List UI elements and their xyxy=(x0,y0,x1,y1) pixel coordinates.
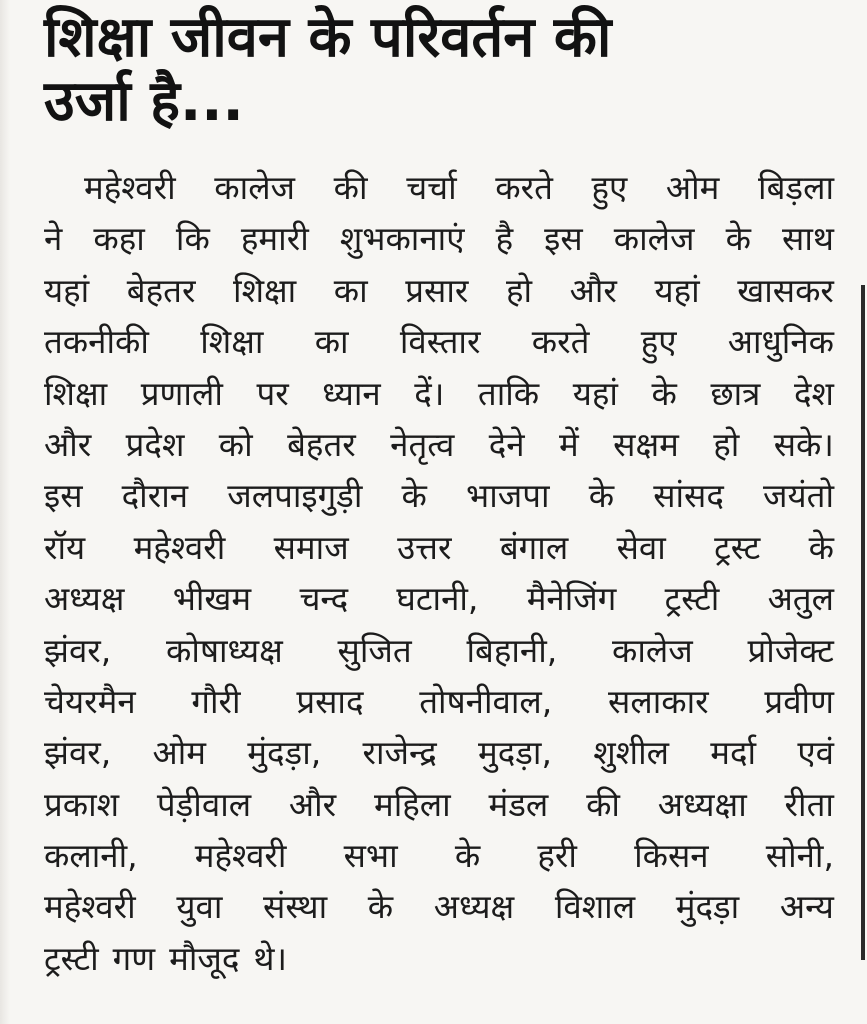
body-word: प्रोजेक्ट xyxy=(747,630,834,670)
body-line xyxy=(44,830,834,881)
body-word: विस्तार xyxy=(399,322,481,362)
body-word: समाज xyxy=(273,527,349,567)
body-word: संस्था xyxy=(263,887,328,927)
body-word: किसन xyxy=(634,836,709,876)
body-line xyxy=(44,316,834,367)
body-word: सक्षम xyxy=(613,424,679,464)
body-word: हरी xyxy=(537,836,577,876)
body-word: सुजित xyxy=(337,630,412,670)
body-word: गण xyxy=(112,938,156,978)
body-word: युवा xyxy=(176,887,223,927)
body-line xyxy=(44,265,834,316)
body-word: कोषाध्यक्ष xyxy=(166,630,283,670)
body-word: के xyxy=(808,527,834,567)
body-word: अध्यक्षा xyxy=(657,784,747,824)
body-word: महेश्वरी xyxy=(133,527,226,567)
headline-line: उर्जा है... xyxy=(44,69,244,134)
body-word: भाजपा xyxy=(466,476,550,516)
body-line xyxy=(44,213,834,264)
body-line xyxy=(44,933,834,984)
body-word: उत्तर xyxy=(397,527,452,567)
body-word: महेश्वरी xyxy=(84,168,176,207)
body-word: सोनी, xyxy=(765,836,834,876)
body-word: ताकि xyxy=(477,373,540,413)
headline-line: शिक्षा जीवन के परिवर्तन की xyxy=(44,5,612,70)
body-word: सलाकार xyxy=(608,681,709,721)
body-word: घटानी, xyxy=(396,579,479,619)
body-word: मर्दा xyxy=(710,733,757,773)
body-word: आधुनिक xyxy=(727,322,834,362)
body-word: ट्रस्ट xyxy=(714,527,761,567)
body-word: ध्यान xyxy=(322,373,381,413)
body-word: प्रदेश xyxy=(125,424,185,464)
body-word: हुए xyxy=(640,322,677,362)
body-word: अन्य xyxy=(779,887,834,927)
body-word: प्रवीण xyxy=(764,681,834,721)
body-word: शिक्षा xyxy=(233,270,297,310)
body-word: झंवर, xyxy=(44,630,112,670)
body-word: मुंदड़ा xyxy=(675,887,740,927)
body-word: चन्द xyxy=(299,579,349,619)
body-word: और xyxy=(569,270,617,310)
body-word: खासकर xyxy=(737,270,834,310)
body-word: प्रणाली xyxy=(140,373,223,413)
body-line xyxy=(44,573,834,624)
body-word: गौरी xyxy=(191,681,241,721)
body-word: और xyxy=(288,784,337,824)
body-word: हो xyxy=(713,424,740,464)
body-word: सेवा xyxy=(616,527,666,567)
body-word: बेहतर xyxy=(126,270,196,310)
body-word: करते xyxy=(531,322,590,362)
body-word: कि xyxy=(175,219,210,259)
body-word: के xyxy=(651,373,677,413)
body-word: करते xyxy=(495,168,553,207)
body-word: शिक्षा xyxy=(200,322,264,362)
body-word: राजेन्द्र xyxy=(362,733,437,773)
body-line xyxy=(44,522,834,573)
body-word: महेश्वरी xyxy=(194,836,287,876)
body-word: और xyxy=(44,424,92,464)
body-word: की xyxy=(333,168,368,207)
body-word: के xyxy=(588,476,615,516)
body-word: कालेज xyxy=(613,219,695,259)
body-word: ट्रस्टी xyxy=(664,579,720,619)
body-word: ट्रस्टी xyxy=(44,938,99,978)
body-word: शुभकानाएं xyxy=(339,219,465,259)
body-word: भीखम xyxy=(172,579,252,619)
body-word: कहा xyxy=(93,219,145,259)
body-word: यहां xyxy=(572,373,618,413)
body-word: जयंतो xyxy=(763,476,834,516)
body-word: कालेज xyxy=(612,630,693,670)
body-word: महेश्वरी xyxy=(44,887,136,927)
body-word: साथ xyxy=(782,219,834,259)
body-word: के xyxy=(401,476,427,516)
body-word: शुशील xyxy=(593,733,670,773)
body-word: हो xyxy=(505,270,533,310)
body-word: तोषनीवाल, xyxy=(419,681,553,721)
body-word: चेयरमैन xyxy=(44,681,136,721)
body-word: के xyxy=(454,836,481,876)
body-word: अध्यक्ष xyxy=(44,579,125,619)
body-word: देने xyxy=(488,424,525,464)
body-line xyxy=(44,470,834,521)
body-line xyxy=(44,419,834,470)
body-word: जलपाइगुड़ी xyxy=(227,476,363,516)
body-word: नेतृत्व xyxy=(390,424,455,464)
body-word: ओम xyxy=(152,733,207,773)
body-word: अध्यक्ष xyxy=(433,887,515,927)
body-word: यहां xyxy=(654,270,700,310)
body-word: प्रसाद xyxy=(296,681,364,721)
body-word: हुए xyxy=(591,168,628,207)
body-word: मुंदड़ा, xyxy=(247,733,322,773)
body-word: सके। xyxy=(773,424,834,464)
body-word: रॉय xyxy=(44,527,86,567)
body-word: में xyxy=(559,424,579,464)
scan-edge-shadow xyxy=(0,0,10,1024)
body-word: बेहतर xyxy=(287,424,356,464)
body-word: विशाल xyxy=(554,887,636,927)
body-word: दौरान xyxy=(121,476,189,516)
body-line xyxy=(44,162,834,213)
body-word: ओम xyxy=(665,168,720,207)
body-word: बिहानी, xyxy=(466,630,558,670)
body-word: यहां xyxy=(44,270,90,310)
body-word: एवं xyxy=(797,733,834,773)
body-line xyxy=(44,727,834,778)
body-word: मैनेजिंग xyxy=(526,579,617,619)
body-word: हमारी xyxy=(240,219,309,259)
body-word: शिक्षा xyxy=(44,373,108,413)
body-word: अतुल xyxy=(767,579,834,619)
body-word: सभा xyxy=(343,836,398,876)
body-line xyxy=(44,368,834,419)
body-word: दें। xyxy=(414,373,445,413)
body-word: कलानी, xyxy=(44,836,138,876)
body-word: ने xyxy=(44,219,63,259)
body-line xyxy=(44,881,834,932)
body-word: का xyxy=(314,322,349,362)
body-line xyxy=(44,676,834,727)
body-word: छात्र xyxy=(710,373,761,413)
body-word: को xyxy=(218,424,253,464)
body-word: है xyxy=(495,219,514,259)
body-word: सांसद xyxy=(653,476,724,516)
body-word: तकनीकी xyxy=(44,322,149,362)
body-word: बिड़ला xyxy=(758,168,834,207)
body-word: झंवर, xyxy=(44,733,112,773)
body-line xyxy=(44,779,834,830)
body-word: चर्चा xyxy=(406,168,457,207)
body-word: पेड़ीवाल xyxy=(156,784,252,824)
body-word: मौजूद xyxy=(169,938,240,978)
body-word: प्रकाश xyxy=(44,784,120,824)
body-word: थे। xyxy=(253,938,288,978)
body-word: इस xyxy=(44,476,83,516)
body-word: के xyxy=(367,887,394,927)
article-body xyxy=(44,162,834,984)
body-word: बंगाल xyxy=(499,527,569,567)
body-word: प्रसार xyxy=(405,270,469,310)
body-word: इस xyxy=(544,219,583,259)
body-word: देश xyxy=(793,373,834,413)
body-word: रीता xyxy=(784,784,834,824)
body-word: मुदड़ा, xyxy=(478,733,552,773)
article-headline xyxy=(44,6,844,134)
body-word: पर xyxy=(256,373,289,413)
column-divider-rule xyxy=(861,285,865,960)
body-word: के xyxy=(725,219,751,259)
body-word: का xyxy=(333,270,368,310)
body-line xyxy=(44,625,834,676)
body-word: मंडल xyxy=(488,784,549,824)
body-word: महिला xyxy=(373,784,451,824)
body-word: कालेज xyxy=(214,168,296,207)
body-word: की xyxy=(586,784,620,824)
